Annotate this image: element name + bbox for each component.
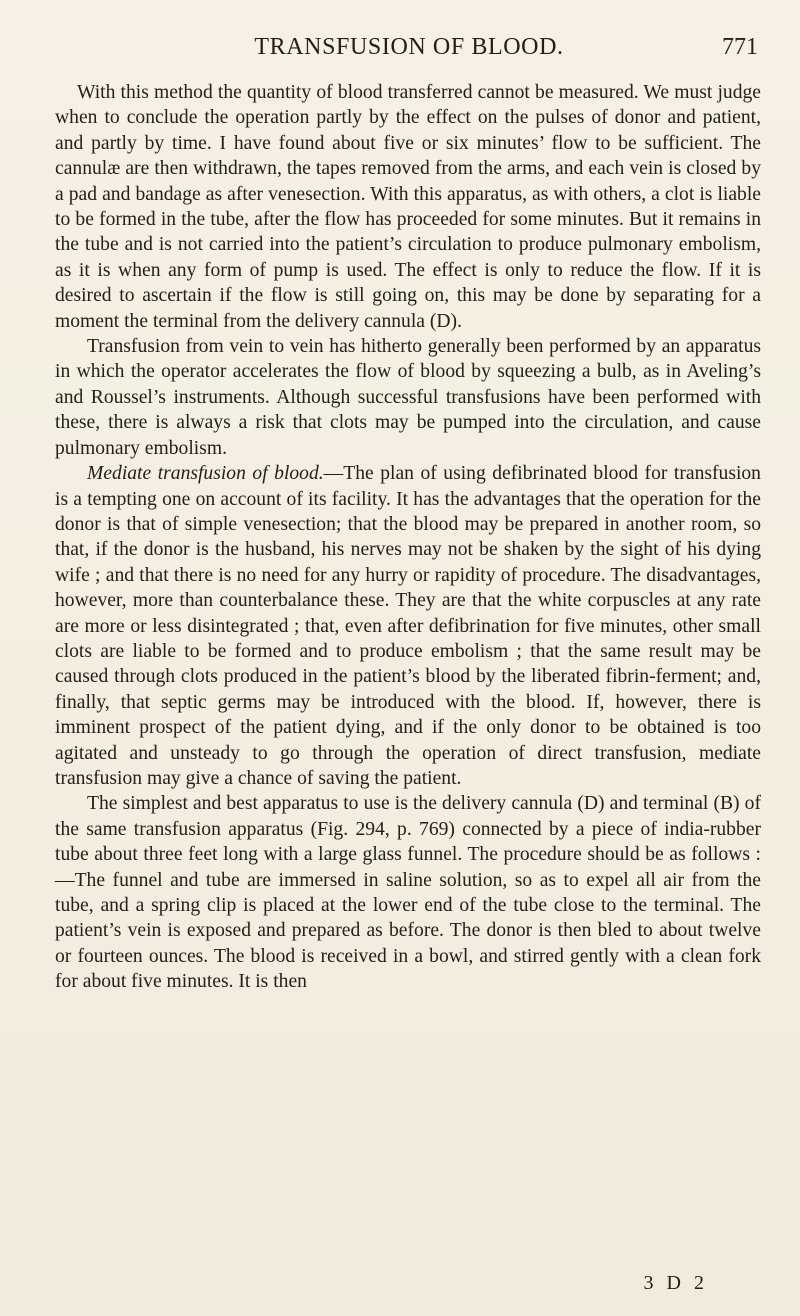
paragraph-mediate-transfusion-text: The plan of using defibrinated blood for transfusion is a tempting one on account of its facility. It has the advantages that the operation for the donor is that of simple venesection; that the blood may be prepared in another room, so that, if the donor is the husband, his nerves may not be shaken by the sight of his dying wife ; and that there is no need for any hurry or rapidity of procedure. The disadvantages, however, more than counterbalance these. They are that the white corpuscles at any rate are more or less disintegrated ; that, even after defibrination for five minutes, other small clots are liable to be formed and to produce embolism ; that the same result may be caused through clots produced in the patient’s blood by the liberated fibrin-ferment; and, finally, that septic germs may be introduced with the blood. If, however, there is imminent prospect of the patient dying, and if the only donor to be obtained is too agitated and unsteady to go through the operation of direct transfusion, mediate transfusion may give a chance of saving the patient. <box>55 463 761 789</box>
paragraph-vein-to-vein: Transfusion from vein to vein has hitherto generally been performed by an apparatus in which the operator accelerates the flow of blood by squeezing a bulb, as in Aveling’s and Roussel’s instruments. Although successful transfusions have been performed with these, there is always a risk that clots may be pumped into the circulation, and cause pulmonary embolism. <box>55 336 761 459</box>
heading-dash: — <box>323 463 344 485</box>
paragraph-apparatus-procedure: The simplest and best apparatus to use is the delivery cannula (D) and terminal (B) of the same transfusion apparatus (Fig. 294, p. 769) connected by a piece of india-rubber tube about three feet long with a large glass funnel. The procedure should be as follows :—The funnel and tube are immersed in saline solution, so as to expel all air from the tube, and a spring clip is placed at the lower end of the tube close to the terminal. The patient’s vein is exposed and prepared as before. The donor is then bled to about twelve or fourteen ounces. The blood is received in a bowl, and stirred gently with a clean fork for about five minutes. It is then <box>55 793 761 993</box>
paragraph-direct-transfusion-end: With this method the quantity of blood transferred cannot be measured. We must judge when to conclude the operation partly by the effect on the pulses of donor and patient, and partly by time. I have found about five or six minutes’ flow to be sufficient. The cannulæ are then withdrawn, the tapes removed from the arms, and each vein is closed by a pad and bandage as after venesection. With this apparatus, as with others, a clot is liable to be formed in the tube, after the flow has proceeded for some minutes. But it remains in the tube and is not carried into the patient’s circulation to produce pulmonary embolism, as it is when any form of pump is used. The effect is only to reduce the flow. If it is desired to ascertain if the flow is still going on, this may be done by separating for a moment the terminal from the delivery cannula (D). <box>55 82 761 332</box>
page-number: 771 <box>722 34 758 60</box>
body-text <box>55 80 761 995</box>
paragraph-mediate-transfusion <box>55 461 761 791</box>
running-head <box>60 34 758 68</box>
section-heading-mediate-transfusion: Mediate transfusion of blood. <box>87 463 324 485</box>
signature-mark: 3 D 2 <box>643 1272 708 1294</box>
page-title: TRANSFUSION OF BLOOD. <box>254 34 564 60</box>
